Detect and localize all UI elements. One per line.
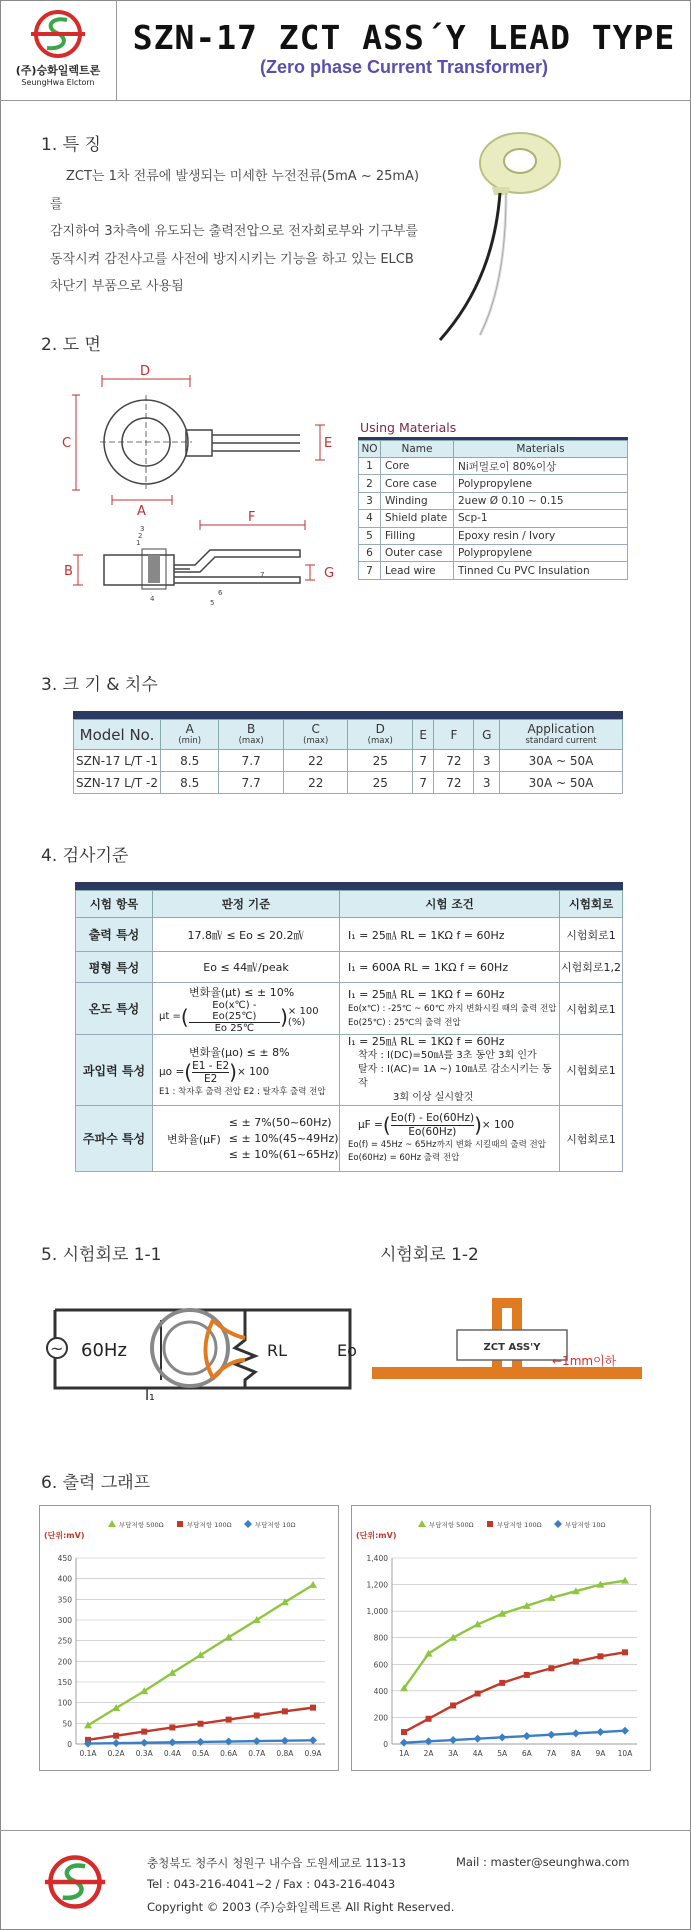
- section-circuit2-title: 시험회로 1-2: [380, 1245, 479, 1265]
- formula-lhs: μF =: [358, 1119, 383, 1131]
- dim-label-g: G: [324, 566, 335, 581]
- zct-product-image: [420, 125, 620, 345]
- features-line: 차단기 부품으로 사용됨: [50, 279, 184, 294]
- data-point: [524, 1672, 530, 1678]
- paren-open: (: [382, 1113, 391, 1137]
- dimension-header-main: F: [450, 727, 458, 742]
- paren-open: (: [180, 1004, 189, 1029]
- data-point: [310, 1705, 316, 1711]
- criteria-formula: [159, 1060, 339, 1085]
- x-tick-label: 0.9A: [304, 1749, 322, 1758]
- dimensions-row: [74, 772, 623, 794]
- dimension-header: [161, 720, 219, 750]
- data-point: [108, 1520, 116, 1527]
- inspection-item: 평형 특성: [76, 952, 153, 983]
- part-number: 3: [140, 525, 145, 533]
- paren-open: (: [184, 1060, 193, 1084]
- formula-rhs: × 100: [236, 1066, 270, 1078]
- materials-row: [359, 475, 628, 492]
- data-point: [450, 1702, 456, 1708]
- criteria-formula: [159, 1000, 339, 1034]
- inspection-item: 과입력 특성: [76, 1035, 153, 1106]
- dimensions-table: [73, 719, 623, 794]
- inspection-criteria: [153, 1106, 340, 1172]
- dimension-header-main: D: [375, 721, 385, 736]
- formula-denominator: Eo(60Hz): [408, 1126, 457, 1138]
- formula-rhs: × 100: [481, 1119, 515, 1131]
- y-tick-label: 200: [373, 1713, 388, 1723]
- data-point: [197, 1738, 205, 1746]
- dimensions-top-bar: [73, 711, 623, 719]
- y-tick-label: 0: [383, 1740, 388, 1749]
- inspection-top-bar: [75, 882, 623, 890]
- footer-copyright: Copyright © 2003 (주)승화일렉트론 All Right Reserved.: [147, 1900, 455, 1914]
- data-point: [597, 1653, 603, 1659]
- company-logo-icon: [27, 8, 89, 60]
- x-tick-label: 1A: [399, 1749, 409, 1758]
- dimension-header-main: Model No.: [79, 725, 155, 744]
- material-spec: Polypropylene: [454, 475, 628, 492]
- criteria-note: E1 : 착자후 출력 전압 E2 : 탈자후 출력 전압: [159, 1086, 326, 1097]
- data-point: [168, 1738, 176, 1746]
- test-circuit-2: [372, 1295, 652, 1395]
- material-name: Core case: [381, 475, 454, 492]
- material-spec: 2uew Ø 0.10 ~ 0.15: [454, 492, 628, 509]
- dimension-value: 3: [474, 750, 500, 772]
- dimension-header-main: Application: [527, 721, 595, 736]
- material-spec: Scp-1: [454, 510, 628, 527]
- inspection-criteria: [153, 1035, 340, 1106]
- y-tick-label: 600: [373, 1660, 388, 1670]
- material-spec: Ni퍼멀로이 80%이상: [454, 458, 628, 475]
- data-point: [573, 1659, 579, 1665]
- formula-numerator: Eo(f) - Eo(60Hz): [390, 1112, 475, 1124]
- material-name: Filling: [381, 527, 454, 544]
- data-point: [547, 1731, 555, 1739]
- x-tick-label: 4A: [472, 1749, 483, 1758]
- zct-assy-label: ZCT ASS'Y: [483, 1342, 541, 1353]
- dimension-value: 72: [434, 750, 474, 772]
- formula-lhs: μo =: [159, 1066, 185, 1078]
- dim-label-f: F: [248, 510, 256, 525]
- inspection-header: 시험회로: [560, 891, 623, 918]
- x-tick-label: 9A: [595, 1749, 606, 1758]
- legend-label: 부담저항 500Ω: [429, 1521, 474, 1529]
- condition-formula: [348, 1112, 559, 1139]
- data-point: [401, 1729, 407, 1735]
- data-point: [418, 1520, 426, 1527]
- dimension-header-sub: (max): [238, 735, 264, 746]
- inspection-condition: [340, 1106, 560, 1172]
- x-tick-label: 0.7A: [248, 1749, 266, 1758]
- part-number: 1: [136, 539, 141, 547]
- criteria-text: 변화율(μF): [167, 1132, 221, 1146]
- part-number: 2: [138, 532, 143, 540]
- y-tick-label: 450: [57, 1554, 72, 1563]
- dimension-header: [219, 720, 284, 750]
- output-chart-2-box: [351, 1505, 651, 1771]
- circuit-frequency-label: 60Hz: [81, 1340, 127, 1361]
- criteria-range: ≤ ± 10%(45~49Hz): [228, 1131, 339, 1145]
- dimension-header-sub: standard current: [525, 735, 597, 746]
- criteria-text: Eo ≤ 44㎷/peak: [203, 961, 289, 974]
- condition-note: Eo(x℃) : -25℃ ~ 60℃ 까지 변화시킬 때의 출력 전압: [348, 1003, 557, 1014]
- formula-rhs: × 100 (%): [287, 1005, 319, 1028]
- footer-logo-icon: [40, 1853, 110, 1911]
- footer-mail: Mail : master@seunghwa.com: [456, 1855, 630, 1869]
- condition-note: 착자 : I(DC)=50㎃를 3초 동안 3회 인가: [358, 1050, 537, 1061]
- test-circuit-1: [45, 1290, 360, 1410]
- inspection-criteria: [153, 918, 340, 952]
- legend-label: 부담저항 100Ω: [497, 1521, 542, 1529]
- output-chart-2: [352, 1506, 650, 1770]
- formula-fraction: [391, 1112, 474, 1139]
- inspection-header: 판정 기준: [153, 891, 340, 918]
- y-tick-label: 200: [57, 1657, 72, 1667]
- dimension-value: 8.5: [161, 750, 219, 772]
- dimension-value: 7.7: [219, 772, 284, 794]
- inspection-circuit: 시험회로1: [560, 1106, 623, 1172]
- inspection-header: 시험 항목: [76, 891, 153, 918]
- page-title: SZN-17 ZCT ASS´Y LEAD TYPE: [132, 18, 676, 57]
- data-point: [281, 1737, 289, 1745]
- condition-note: 3회 이상 실시할것: [393, 1092, 474, 1103]
- data-point: [309, 1736, 317, 1744]
- data-point: [169, 1724, 175, 1730]
- inspection-header: 시험 조건: [340, 891, 560, 918]
- output-chart-1-box: [39, 1505, 339, 1771]
- condition-note: 탈자 : I(AC)= 1A ~) 10㎃로 감소시키는 동작: [358, 1064, 552, 1089]
- condition-note: Eo(60Hz) = 60Hz 출력 전압: [348, 1153, 460, 1163]
- dimension-header-sub: (min): [178, 735, 202, 746]
- dimension-header-main: E: [419, 727, 427, 742]
- data-point: [622, 1649, 628, 1655]
- dim-label-d: D: [140, 365, 151, 379]
- data-point: [596, 1728, 604, 1736]
- x-tick-label: 6A: [521, 1749, 532, 1758]
- paren-close: ): [280, 1004, 288, 1029]
- data-point: [572, 1729, 580, 1737]
- section-drawing-title: 2. 도 면: [41, 335, 101, 355]
- footer-tel-fax: Tel : 043-216-4041~2 / Fax : 043-216-4043: [147, 1877, 396, 1891]
- x-tick-label: 0.4A: [163, 1749, 181, 1758]
- material-no: 4: [359, 510, 381, 527]
- criteria-range: ≤ ± 10%(61~65Hz): [228, 1147, 339, 1161]
- inspection-condition: [340, 952, 560, 983]
- section-features-title: 1. 특 징: [41, 135, 101, 155]
- data-point: [112, 1739, 120, 1747]
- materials-row: [359, 458, 628, 475]
- data-point: [554, 1520, 562, 1528]
- dimension-header-main: B: [247, 721, 256, 736]
- dimension-header: [413, 720, 434, 750]
- data-point: [198, 1721, 204, 1727]
- material-no: 2: [359, 475, 381, 492]
- x-tick-label: 8A: [570, 1749, 581, 1758]
- data-point: [487, 1521, 493, 1527]
- formula-denominator: Eo 25℃: [214, 1022, 255, 1034]
- dimension-value: 30A ~ 50A: [500, 750, 623, 772]
- features-line: ZCT는 1차 전류에 발생되는 미세한 누전전류(5mA ~ 25mA)를: [50, 169, 420, 212]
- legend-label: 부담저항 500Ω: [119, 1521, 164, 1529]
- inspection-criteria: [153, 952, 340, 983]
- dimension-value: 25: [348, 750, 413, 772]
- materials-header: Materials: [454, 441, 628, 458]
- inspection-circuit: 시험회로1,2: [560, 952, 623, 983]
- inspection-circuit: 시험회로1: [560, 983, 623, 1035]
- dimension-value: 3: [474, 772, 500, 794]
- material-no: 5: [359, 527, 381, 544]
- material-name: Lead wire: [381, 562, 454, 579]
- y-tick-label: 400: [57, 1574, 72, 1584]
- dimension-value: 22: [283, 750, 348, 772]
- material-no: 1: [359, 458, 381, 475]
- materials-caption: Using Materials: [360, 420, 457, 435]
- y-tick-label: 150: [57, 1678, 72, 1687]
- dimension-value: 7: [413, 750, 434, 772]
- dimension-value: 8.5: [161, 772, 219, 794]
- header: [0, 0, 691, 101]
- x-tick-label: 0.6A: [220, 1749, 238, 1758]
- part-number: 7: [260, 571, 265, 579]
- data-point: [140, 1739, 148, 1747]
- formula-denominator: E2: [203, 1072, 218, 1085]
- dimension-value: 7.7: [219, 750, 284, 772]
- y-tick-label: 250: [57, 1636, 72, 1646]
- part-number: 6: [218, 589, 223, 597]
- inspection-table: [75, 890, 623, 1172]
- data-point: [282, 1708, 288, 1714]
- part-number: 5: [210, 599, 215, 605]
- circuit-eo-label: Eo: [337, 1341, 357, 1360]
- dim-label-c: C: [62, 436, 72, 451]
- inspection-item: 출력 특성: [76, 918, 153, 952]
- data-point: [400, 1739, 408, 1747]
- dim-label-b: B: [64, 564, 73, 579]
- page-subtitle: (Zero phase Current Transformer): [259, 57, 549, 77]
- materials-row: [359, 562, 628, 579]
- y-tick-label: 350: [57, 1595, 72, 1605]
- materials-row: [359, 544, 628, 561]
- x-tick-label: 2A: [423, 1749, 434, 1758]
- data-point: [226, 1717, 232, 1723]
- x-tick-label: 5A: [497, 1749, 508, 1758]
- data-point: [499, 1680, 505, 1686]
- inspection-row: [76, 1035, 623, 1106]
- section-graph-title: 6. 출력 그래프: [41, 1473, 151, 1493]
- materials-header: Name: [381, 441, 454, 458]
- inspection-row: [76, 918, 623, 952]
- y-axis-label: (단위:mV): [44, 1531, 85, 1540]
- material-spec: Polypropylene: [454, 544, 628, 561]
- materials-row: [359, 510, 628, 527]
- material-no: 3: [359, 492, 381, 509]
- dimension-value: 72: [434, 772, 474, 794]
- data-point: [426, 1716, 432, 1722]
- materials-row: [359, 492, 628, 509]
- criteria-text: 변화율(μo) ≤ ± 8%: [189, 1045, 290, 1059]
- logo-korean: (주)승화일렉트론: [15, 64, 101, 77]
- criteria-range-list: [229, 1115, 339, 1163]
- dim-label-e: E: [324, 436, 333, 451]
- y-tick-label: 300: [57, 1616, 72, 1625]
- circuit-current-label: I₁: [145, 1388, 155, 1404]
- y-tick-label: 1,400: [366, 1554, 388, 1563]
- features-line: 동작시켜 감전사고를 사전에 방지시키는 기능을 하고 있는 ELCB: [50, 251, 414, 267]
- dimension-header-main: C: [311, 721, 320, 736]
- y-tick-label: 1,000: [366, 1607, 388, 1617]
- material-no: 7: [359, 562, 381, 579]
- data-point: [474, 1735, 482, 1743]
- section-dimensions-title: 3. 크 기 & 치수: [41, 675, 158, 695]
- section-circuit1-title: 5. 시험회로 1-1: [41, 1245, 162, 1265]
- y-tick-label: 800: [373, 1633, 388, 1643]
- data-point: [309, 1581, 317, 1588]
- materials-table: [358, 440, 628, 580]
- condition-text: I₁ = 25㎃ RL = 1KΩ f = 60Hz: [348, 1035, 505, 1048]
- legend-label: 부담저항 10Ω: [255, 1521, 296, 1529]
- dimension-value: 7: [413, 772, 434, 794]
- x-tick-label: 0.1A: [79, 1749, 97, 1758]
- dimension-value: 22: [283, 772, 348, 794]
- x-tick-label: 7A: [546, 1749, 557, 1758]
- inspection-item: 온도 특성: [76, 983, 153, 1035]
- legend-label: 부담저항 100Ω: [187, 1521, 232, 1529]
- footer-address: 충청북도 청주시 청원구 내수읍 도원세교로 113-13: [147, 1856, 406, 1870]
- material-spec: Epoxy resin / Ivory: [454, 527, 628, 544]
- dimension-header-main: G: [482, 727, 492, 742]
- condition-text: I₁ = 600A RL = 1KΩ f = 60Hz: [348, 960, 509, 974]
- data-point: [244, 1520, 252, 1528]
- y-tick-label: 50: [62, 1719, 72, 1729]
- x-tick-label: 0.5A: [191, 1749, 210, 1758]
- x-tick-label: 0.2A: [107, 1749, 125, 1758]
- data-point: [548, 1665, 554, 1671]
- materials-header: NO: [359, 441, 381, 458]
- dimension-header: [474, 720, 500, 750]
- x-tick-label: 10A: [617, 1749, 633, 1758]
- criteria-text: 변화율(μt) ≤ ± 10%: [189, 985, 295, 999]
- material-name: Core: [381, 458, 454, 475]
- formula-lhs: μt =: [159, 1011, 181, 1022]
- data-point: [254, 1712, 260, 1718]
- model-no: SZN-17 L/T -2: [74, 772, 161, 794]
- criteria-range: ≤ ± 7%(50~60Hz): [228, 1115, 332, 1129]
- gap-note: ←1mm이하: [552, 1354, 617, 1368]
- criteria-block: [153, 1115, 339, 1163]
- output-chart-1: [40, 1506, 338, 1770]
- inspection-row: [76, 952, 623, 983]
- y-tick-label: 1,200: [366, 1580, 388, 1590]
- paren-close: ): [229, 1060, 237, 1084]
- inspection-condition: [340, 1035, 560, 1106]
- material-name: Shield plate: [381, 510, 454, 527]
- dimension-header: [500, 720, 623, 750]
- x-tick-label: 0.3A: [135, 1749, 153, 1758]
- dimension-value: 30A ~ 50A: [500, 772, 623, 794]
- x-tick-label: 3A: [448, 1749, 459, 1758]
- y-tick-label: 0: [67, 1740, 72, 1749]
- material-spec: Tinned Cu PVC Insulation: [454, 562, 628, 579]
- legend-label: 부담저항 10Ω: [565, 1521, 606, 1529]
- dimension-value: 25: [348, 772, 413, 794]
- material-name: Outer case: [381, 544, 454, 561]
- inspection-circuit: 시험회로1: [560, 1035, 623, 1106]
- paren-close: ): [474, 1113, 482, 1137]
- part-number: 4: [150, 595, 155, 603]
- y-tick-label: 400: [373, 1686, 388, 1696]
- technical-drawing: [60, 365, 350, 605]
- series-line: [404, 1731, 625, 1743]
- formula-numerator: Eo(x℃) - Eo(25℃): [189, 1000, 280, 1023]
- features-paragraph: [50, 163, 430, 301]
- dimensions-row: [74, 750, 623, 772]
- data-point: [498, 1733, 506, 1741]
- data-point: [141, 1729, 147, 1735]
- condition-text: I₁ = 25㎃ RL = 1KΩ f = 60Hz: [348, 987, 505, 1001]
- criteria-text: 17.8㎷ ≤ Eo ≤ 20.2㎷: [187, 928, 305, 942]
- materials-row: [359, 527, 628, 544]
- material-no: 6: [359, 544, 381, 561]
- dimension-header-main: A: [185, 721, 194, 736]
- dimension-header-sub: (max): [367, 735, 393, 746]
- section-inspection-title: 4. 검사기준: [41, 846, 129, 866]
- material-name: Winding: [381, 492, 454, 509]
- inspection-condition: [340, 983, 560, 1035]
- model-no: SZN-17 L/T -1: [74, 750, 161, 772]
- inspection-circuit: 시험회로1: [560, 918, 623, 952]
- logo-english: SeungHwa Elctorn: [21, 78, 95, 87]
- y-tick-label: 100: [57, 1698, 72, 1708]
- y-axis-label: (단위:mV): [356, 1531, 397, 1540]
- x-tick-label: 0.8A: [276, 1749, 294, 1758]
- condition-text: I₁ = 25㎃ RL = 1KΩ f = 60Hz: [348, 928, 505, 942]
- formula-fraction: [192, 1060, 229, 1085]
- logo: [0, 0, 117, 101]
- condition-note: Eo(f) = 45Hz ~ 65Hz까지 변화 시킬때의 출력 전압: [348, 1140, 546, 1150]
- dimension-header: [283, 720, 348, 750]
- dimension-header: [348, 720, 413, 750]
- circuit-rl-label: RL: [267, 1341, 288, 1360]
- condition-note: Eo(25℃) : 25℃의 출력 전압: [348, 1017, 461, 1028]
- data-point: [523, 1732, 531, 1740]
- series-line: [404, 1581, 625, 1689]
- data-point: [621, 1727, 629, 1735]
- inspection-row: [76, 983, 623, 1035]
- dim-label-a: A: [137, 504, 146, 519]
- data-point: [177, 1521, 183, 1527]
- dimension-header: [434, 720, 474, 750]
- data-point: [475, 1691, 481, 1697]
- features-line: 감지하여 3차측에 유도되는 출력전압으로 전자회로부와 기구부를: [50, 224, 418, 239]
- footer: [0, 1830, 691, 1930]
- inspection-condition: [340, 918, 560, 952]
- data-point: [113, 1733, 119, 1739]
- ac-source-icon: ~: [50, 1339, 64, 1358]
- inspection-item: 주파수 특성: [76, 1106, 153, 1172]
- dimension-header: [74, 720, 161, 750]
- formula-fraction: [189, 1000, 280, 1034]
- data-point: [449, 1736, 457, 1744]
- inspection-row: [76, 1106, 623, 1172]
- dimension-header-sub: (max): [303, 735, 329, 746]
- inspection-criteria: [153, 983, 340, 1035]
- formula-numerator: E1 - E2: [192, 1059, 230, 1072]
